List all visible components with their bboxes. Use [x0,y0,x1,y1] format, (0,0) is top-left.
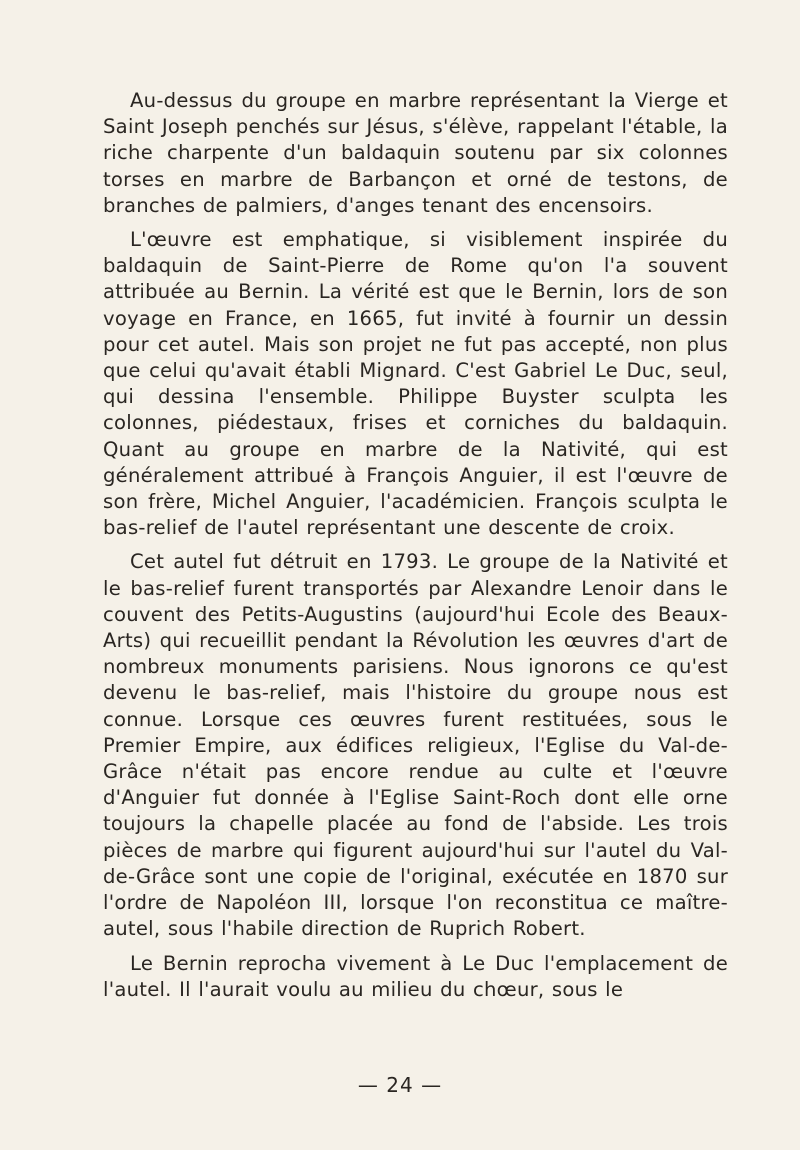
paragraph-4: Le Bernin reprocha vivement à Le Duc l'emplacement de l'autel. Il l'aurait voulu au milieu du chœur, sous le [103,951,728,1001]
paragraph-2: L'œuvre est emphatique, si visiblement inspirée du baldaquin de Saint-Pierre de Rome qu'on l'a souvent attribuée au Bernin. La vérité est que le Bernin, lors de son voyage en France, en 1665, fut invité à fournir un dessin pour cet autel. Mais son projet ne fut pas accepté, non plus que celui qu'avait établi Mignard. C'est Gabriel Le Duc, seul, qui dessina l'ensemble. Philippe Buyster sculpta les colonnes, piédestaux, frises et corniches du baldaquin. Quant au groupe en marbre de la Nativité, qui est généralement attribué à François Anguier, il est l'œuvre de son frère, Michel Anguier, l'académicien. François sculpta le bas-relief de l'autel représentant une descente de croix. [103,228,728,540]
paragraph-1: Au-dessus du groupe en marbre représentant la Vierge et Saint Joseph penchés sur Jésus, s'élève, rappelant l'étable, la riche charpente d'un baldaquin soutenu par six colonnes torses en marbre de Barbançon et orné de testons, de branches de palmiers, d'anges tenant des encensoirs. [103,89,728,217]
paragraph-3: Cet autel fut détruit en 1793. Le groupe de la Nativité et le bas-relief furent transportés par Alexandre Lenoir dans le couvent des Petits-Augustins (aujourd'hui Ecole des Beaux-Arts) qui recueillit pendant la Révolution les œuvres d'art de nombreux monuments parisiens. Nous ignorons ce qu'est devenu le bas-relief, mais l'histoire du groupe nous est connue. Lorsque ces œuvres furent restituées, sous le Premier Empire, aux édifices religieux, l'Eglise du Val-de-Grâce n'était pas encore rendue au culte et l'œuvre d'Anguier fut donnée à l'Eglise Saint-Roch dont elle orne toujours la chapelle placée au fond de l'abside. Les trois pièces de marbre qui figurent aujourd'hui sur l'autel du Val-de-Grâce sont une copie de l'original, exécutée en 1870 sur l'ordre de Napoléon III, lorsque l'on reconstitua ce maître-autel, sous l'habile direction de Ruprich Robert. [103,550,728,941]
body-text [103,88,728,1011]
page-number: — 24 — [357,1073,443,1097]
